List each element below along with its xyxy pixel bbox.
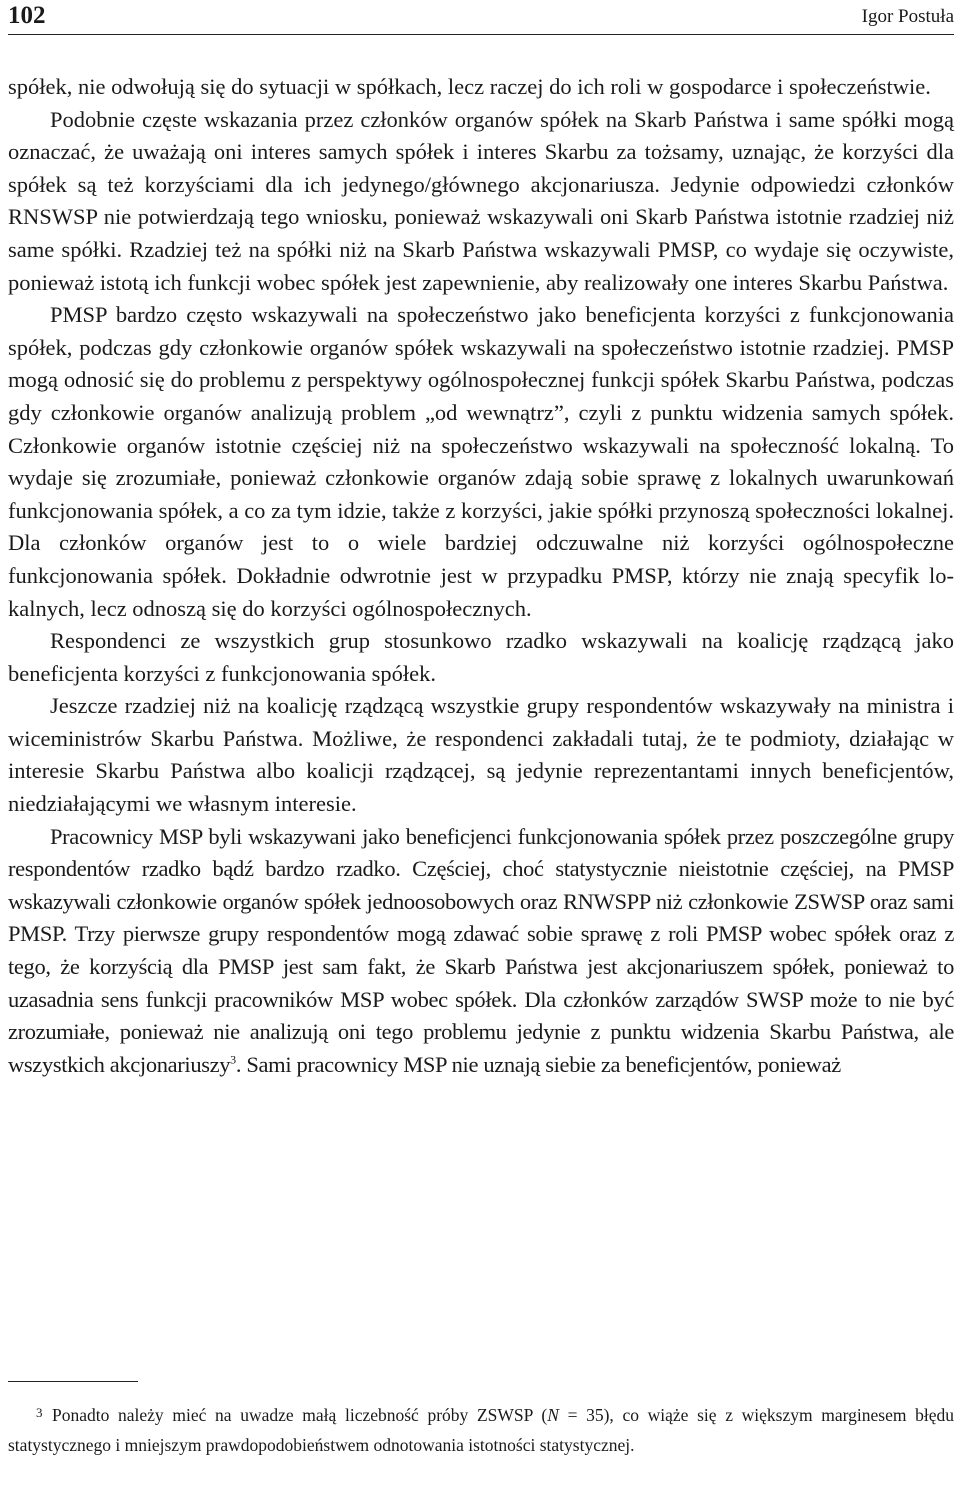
paragraph-text: Pracownicy MSP byli wskazywani jako beneficjenci funkcjonowania spółek przez poszczególne grupy respondentów rzadko bądź bardzo rzadko. Częściej, choć statystycznie nieistotnie częściej, na PMSP wskazywali członkowie organów spółek jednoosobowych oraz RNWSPP niż członkowie ZSWSP oraz sami PMSP. Trzy pierwsze grupy respondentów mogą zdawać sobie sprawę z roli PMSP wobec spółek oraz z tego, że korzyścią dla PMSP jest sam fakt, że Skarb Państwa jest akcjonariuszem spółek, ponieważ to uzasadnia sens funkcji pracowników MSP wobec spółek. Dla członków zarządów SWSP może to nie być zrozumiałe, ponieważ nie analizują oni tego problemu jedynie z punktu widzenia Skarbu Państwa, ale wszystkich akcjonariuszy [8, 823, 954, 1077]
running-head-author: Igor Postuła [861, 6, 954, 27]
paragraph: spółek, nie odwołują się do sytuacji w spółkach, lecz raczej do ich roli w gospodarce i społeczeństwie. [8, 74, 931, 99]
footnote-reference[interactable]: 3 [230, 1052, 236, 1067]
footnote-text-before: Ponadto należy mieć na uwadze małą liczebność próby ZSWSP ( [52, 1405, 548, 1425]
footnote-text-after: = 35), co wiąże się z większym marginesem błędu statystycznego i mniejszym prawdopodobieństwem odnotowania istotności statystycznej. [8, 1405, 954, 1455]
footnote [8, 1398, 954, 1460]
footnote-variable: N [547, 1405, 559, 1425]
main-text [8, 71, 954, 1081]
running-header [8, 0, 954, 35]
footnote-separator [8, 1381, 138, 1382]
paragraph: PMSP bardzo często wskazywali na społeczeństwo jako beneficjenta korzyści z funkcjonowania spółek, podczas gdy członkowie organów spółek wskazywali na społeczeństwo istotnie rzadziej. PMSP mogą odnosić się do problemu z perspektywy ogólnospołecznej funkcji spółek Skarbu Państwa, podczas gdy członkowie organów analizują problem „od wewnątrz”, czyli z punktu widzenia samych spółek. Członkowie organów istotnie częściej niż na społeczeństwo wskazywali na społeczność lokalną. To wydaje się zrozumiałe, ponieważ członkowie organów zdają sobie sprawę z lokalnych uwarunkowań funkcjonowania spółek, a co za tym idzie, także z korzyści, jakie spółki przynoszą społeczności lokalnej. Dla członków organów jest to o wiele bardziej odczuwalne niż korzyści ogólnospołeczne funkcjonowania spółek. Dokładnie odwrotnie jest w przypadku PMSP, którzy nie znają specyfik lokalnych, lecz odnoszą się do korzyści ogólnospołecznych. [8, 302, 954, 621]
paragraph: Podobnie częste wskazania przez członków organów spółek na Skarb Państwa i same spółki mogą oznaczać, że uważają oni interes samych spółek i interes Skarbu za tożsamy, uznając, że korzyści dla spółek są też korzyściami dla ich jedynego/głównego akcjonariusza. Jedynie odpowiedzi członków RNSWSP nie potwierdzają tego wniosku, ponieważ wskazywali oni Skarb Państwa istotnie rzadziej niż same spółki. Rzadziej też na spółki niż na Skarb Państwa wskazywali PMSP, co wydaje się oczywiste, ponieważ istotą ich funkcji wobec spółek jest zapewnienie, aby realizowały one interes Skarbu Państwa. [8, 106, 954, 295]
paragraph-with-footnote-ref [8, 821, 954, 1082]
page-number: 102 [8, 2, 46, 29]
paragraph: Respondenci ze wszystkich grup stosunkowo rzadko wskazywali na koalicję rządzącą jako beneficjenta korzyści z funkcjonowania spółek. [8, 628, 954, 686]
paragraph-tail: . Sami pracownicy MSP nie uznają siebie za beneficjentów, ponieważ [235, 1051, 841, 1077]
paragraph: Jeszcze rzadziej niż na koalicję rządzącą wszystkie grupy respondentów wskazywały na ministra i wiceministrów Skarbu Państwa. Możliwe, że respondenci zakładali tutaj, że te podmioty, działając w interesie Skarbu Państwa albo koalicji rządzącej, są jedynie reprezentantami innych beneficjentów, niedziałającymi we własnym interesie. [8, 693, 954, 817]
footnote-number: 3 [36, 1405, 43, 1420]
